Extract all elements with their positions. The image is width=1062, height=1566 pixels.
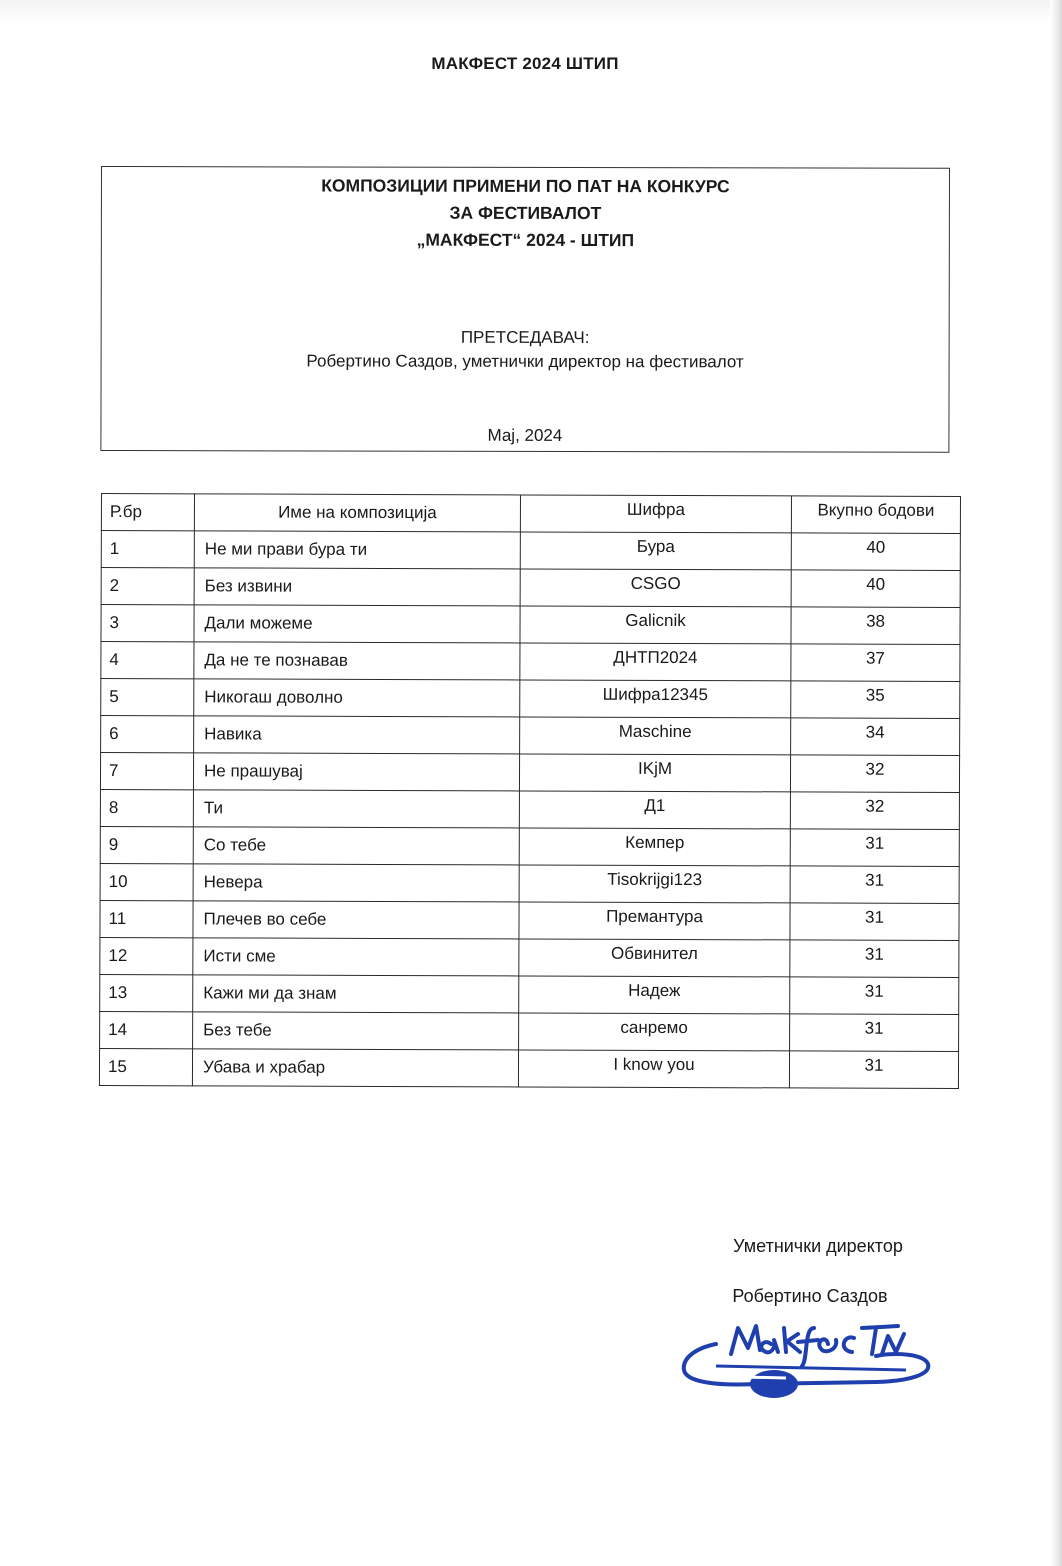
column-header-points: Вкупно бодови xyxy=(791,496,960,534)
cell-number: 2 xyxy=(101,568,194,605)
column-header-number: Р.бр xyxy=(101,494,194,531)
cell-composition-name: Невера xyxy=(193,864,519,902)
signature-name: Робертино Саздов xyxy=(732,1286,888,1306)
table-row xyxy=(100,900,959,940)
results-table xyxy=(99,493,961,1089)
cell-composition-name: Кажи ми да знам xyxy=(193,975,519,1013)
title-box xyxy=(100,166,950,453)
column-header-name: Име на композиција xyxy=(194,494,520,532)
cell-points: 31 xyxy=(790,866,959,904)
cell-points: 37 xyxy=(791,644,960,682)
cell-number: 5 xyxy=(101,679,194,716)
cell-points: 31 xyxy=(790,977,959,1015)
cell-code: Кемпер xyxy=(519,828,790,866)
cell-number: 13 xyxy=(100,974,193,1011)
table-row xyxy=(100,974,959,1014)
cell-points: 31 xyxy=(790,1014,959,1052)
cell-code: Бура xyxy=(520,532,791,570)
cell-code: I know you xyxy=(518,1050,789,1088)
cell-code: Maschine xyxy=(520,717,791,755)
cell-points: 31 xyxy=(789,1051,958,1089)
chair-label: ПРЕТСЕДАВАЧ: xyxy=(460,327,590,348)
cell-composition-name: Да не те познавав xyxy=(194,642,520,680)
makfest-logo-stamp xyxy=(676,1314,936,1404)
table-row xyxy=(101,568,960,608)
cell-composition-name: Плечев во себе xyxy=(193,901,519,939)
cell-code: Обвинител xyxy=(519,939,790,977)
document-date: Мај, 2024 xyxy=(487,425,563,445)
table-row xyxy=(101,679,960,719)
title-line-1: КОМПОЗИЦИИ ПРИМЕНИ ПО ПАТ НА КОНКУРС xyxy=(321,175,730,197)
cell-number: 1 xyxy=(101,531,194,568)
cell-code: Д1 xyxy=(519,791,790,829)
cell-number: 9 xyxy=(100,826,193,863)
cell-number: 6 xyxy=(101,716,194,753)
cell-points: 38 xyxy=(791,607,960,645)
table-row xyxy=(100,826,959,866)
cell-points: 40 xyxy=(791,570,960,608)
cell-composition-name: Не ми прави бура ти xyxy=(194,531,520,569)
cell-code: Tisokrijgi123 xyxy=(519,865,790,903)
chair-name: Робертино Саздов, уметнички директор на фестивалот xyxy=(306,351,744,372)
table-row xyxy=(100,1011,959,1051)
table-row xyxy=(101,642,960,682)
table-row xyxy=(100,937,959,977)
cell-code: ДНТП2024 xyxy=(520,643,791,681)
table-row xyxy=(100,753,959,793)
cell-composition-name: Со тебе xyxy=(193,827,519,865)
cell-number: 10 xyxy=(100,863,193,900)
cell-code: Надеж xyxy=(519,976,790,1014)
table-row xyxy=(99,1048,958,1088)
cell-code: санремо xyxy=(519,1013,790,1051)
table-row xyxy=(100,789,959,829)
document-header: МАКФЕСТ 2024 ШТИП xyxy=(431,54,619,73)
cell-composition-name: Убава и храбар xyxy=(192,1049,518,1087)
cell-points: 34 xyxy=(791,718,960,756)
cell-number: 4 xyxy=(101,642,194,679)
cell-composition-name: Без извини xyxy=(194,568,520,606)
cell-points: 40 xyxy=(791,533,960,571)
cell-code: IKjM xyxy=(519,754,790,792)
cell-composition-name: Навика xyxy=(194,716,520,754)
cell-number: 7 xyxy=(100,753,193,790)
cell-composition-name: Без тебе xyxy=(193,1012,519,1050)
cell-composition-name: Ти xyxy=(193,790,519,828)
cell-points: 32 xyxy=(790,755,959,793)
cell-composition-name: Не прашувај xyxy=(193,753,519,791)
title-line-3: „МАКФЕСТ“ 2024 - ШТИП xyxy=(416,229,635,251)
cell-composition-name: Дали можеме xyxy=(194,605,520,643)
title-line-2: ЗА ФЕСТИВАЛОТ xyxy=(449,202,602,224)
table-header-row xyxy=(101,494,960,534)
cell-composition-name: Никогаш доволно xyxy=(194,679,520,717)
cell-number: 12 xyxy=(100,937,193,974)
table-body xyxy=(99,531,960,1089)
cell-number: 14 xyxy=(100,1011,193,1048)
cell-composition-name: Исти сме xyxy=(193,938,519,976)
cell-points: 31 xyxy=(790,940,959,978)
column-header-code: Шифра xyxy=(520,495,791,533)
cell-number: 8 xyxy=(100,789,193,826)
page-edge xyxy=(1050,0,1062,1566)
cell-points: 35 xyxy=(791,681,960,719)
table-row xyxy=(101,605,960,645)
cell-points: 31 xyxy=(790,903,959,941)
table-row xyxy=(100,863,959,903)
cell-number: 15 xyxy=(99,1048,192,1085)
scan-shadow xyxy=(0,0,1062,22)
cell-number: 3 xyxy=(101,605,194,642)
table-row xyxy=(101,531,960,571)
signature-title: Уметнички директор xyxy=(733,1236,903,1256)
cell-points: 31 xyxy=(790,829,959,867)
cell-code: Премантура xyxy=(519,902,790,940)
cell-points: 32 xyxy=(790,792,959,830)
cell-code: Galicnik xyxy=(520,606,791,644)
cell-code: Шифра12345 xyxy=(520,680,791,718)
cell-code: CSGO xyxy=(520,569,791,607)
table-row xyxy=(101,716,960,756)
cell-number: 11 xyxy=(100,900,193,937)
